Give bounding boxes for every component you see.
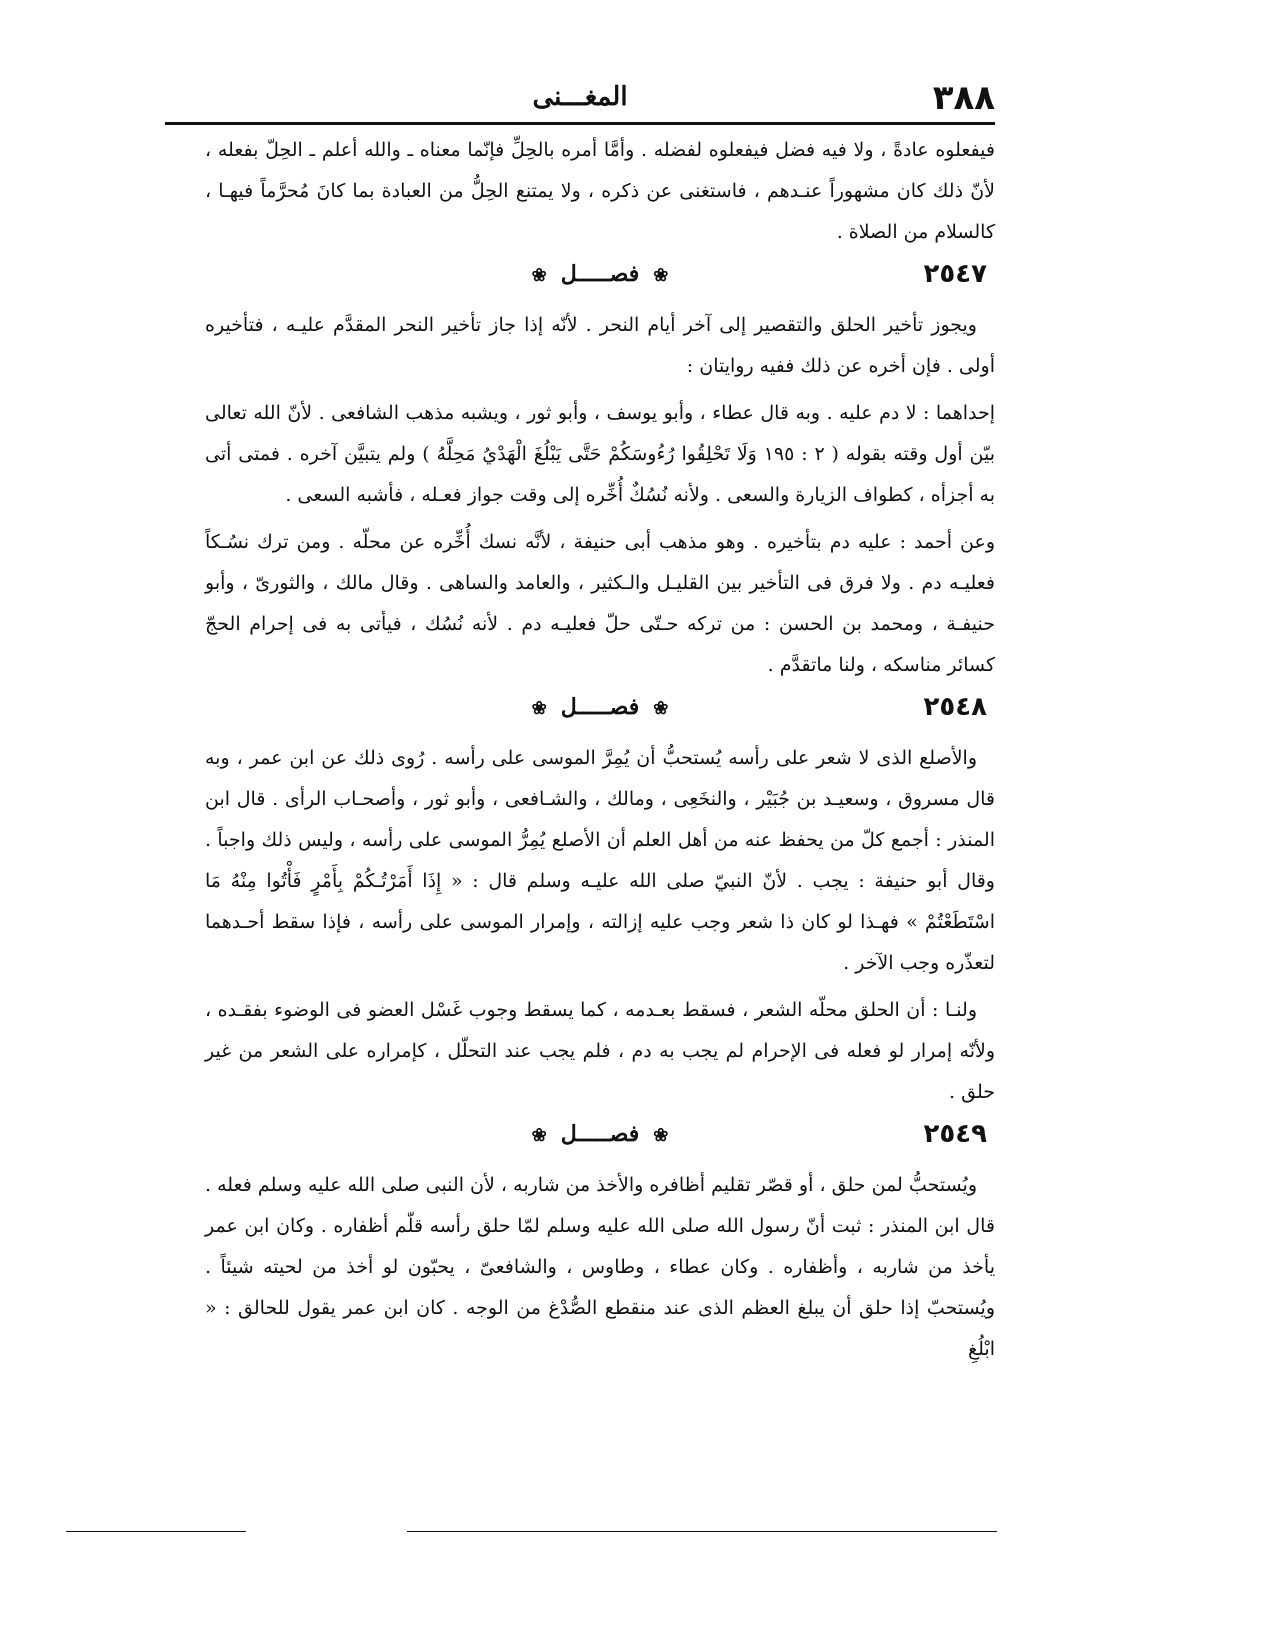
paragraph: وعن أحمد : عليه دم بتأخيره . وهو مذهب أبى حنيفة ، لأنَّه نسك أُخِّره عن محلّه . ومن ترك نسُـكاً فعليـه دم . ولا فرق فى التأخير بين القليـل والـكثير ، والعامد والساهى . وقال مالك ، والثورىّ ، وأبو حنيفـة ، ومحمد بن الحسن : من تركه حـتّى حلّ فعليـه دم . لأنه نُسُك ، فيأتى به فى إحرام الحجّ كسائر مناسكه ، ولنا ماتقدَّم . (205, 531, 995, 676)
section-heading (205, 259, 995, 301)
running-title: المغـــنى (532, 82, 628, 112)
section-heading (205, 1119, 995, 1161)
ornament-icon: ❀ (653, 264, 669, 286)
section-title (205, 1121, 995, 1147)
paragraph: إحداهما : لا دم عليه . وبه قال عطاء ، وأبو يوسف ، وأبو ثور ، ويشبه مذهب الشافعى . لأنّ الله تعالى بيّن أول وقته بقوله ( ٢ : ١٩٥ وَلَا تَحْلِقُوا رُءُوسَكُمْ حَتَّى يَبْلُغَ الْهَدْيُ مَحِلَّهُ ) ولم يتبيَّن آخره . فمتى أتى به أجزأه ، كطواف الزيارة والسعى . ولأنه نُسُكٌ أُخِّره إلى وقت جواز فعـله ، فأشبه السعى . (205, 402, 995, 506)
intro-paragraph: فيفعلوه عادةً ، ولا فيه فضل فيفعلوه لفضله . وأمَّا أمره بالحِلِّ فإنّما معناه ـ والله أعلم ـ الحِلّ بفعله ، لأنّ ذلك كان مشهوراً عنـدهم ، فاستغنى عن ذكره ، ولا يمتنع الحِلُّ من العبادة بما كانَ مُحرَّماً فيهـا ، كالسلام من الصلاة . (205, 139, 995, 243)
ornament-icon: ❀ (531, 697, 547, 719)
paragraph: ويُستحبُّ لمن حلق ، أو قصّر تقليم أظافره والأخذ من شاربه ، لأن النبى صلى الله عليه وسلم فعله . قال ابن المنذر : ثبت أنّ رسول الله صلى الله عليه وسلم لمّا حلق رأسه قلّم أظفاره . وكان ابن عمر يأخذ من شاربه ، وأظفاره . وكان عطاء ، وطاوس ، والشافعىّ ، يحبّون لو أخذ من لحيته شيئاً . ويُستحبّ إذا حلق أن يبلغ العظم الذى عند منقطع الصُّدْغ من الوجه . كان ابن عمر يقول للحالق : « ابْلُغِ (205, 1174, 995, 1360)
footer-rule (407, 1531, 997, 1532)
page-body (205, 130, 995, 1376)
ornament-icon: ❀ (531, 264, 547, 286)
section-number: ٢٥٤٨ (923, 692, 987, 722)
ornament-icon: ❀ (531, 1124, 547, 1146)
page-number: ٣٨٨ (932, 78, 995, 118)
page-header (165, 78, 995, 122)
section-title-text: فصـــــل (560, 261, 640, 287)
section-title-text: فصـــــل (560, 694, 640, 720)
section-title (205, 694, 995, 720)
section-number: ٢٥٤٩ (923, 1119, 987, 1149)
section-number: ٢٥٤٧ (923, 259, 987, 289)
paragraph: ولنـا : أن الحلق محلّه الشعر ، فسقط بعـدمه ، كما يسقط وجوب غَسْل العضو فى الوضوء بفقـده ، ولأنّه إمرار لو فعله فى الإحرام لم يجب به دم ، فلم يجب عند التحلّل ، كإمراره على الشعر من غير حلق . (205, 999, 995, 1103)
section-title (205, 261, 995, 287)
section-title-text: فصـــــل (560, 1121, 640, 1147)
header-rule (165, 122, 995, 125)
paragraph: ويجوز تأخير الحلق والتقصير إلى آخر أيام النحر . لأنّه إذا جاز تأخير النحر المقدَّم عليـه ، فتأخيره أولى . فإن أخره عن ذلك ففيه روايتان : (205, 314, 995, 377)
ornament-icon: ❀ (653, 1124, 669, 1146)
footnote-rule (66, 1531, 246, 1532)
paragraph: والأصلع الذى لا شعر على رأسه يُستحبُّ أن يُمِرَّ الموسى على رأسه . رُوى ذلك عن ابن عمر ، وبه قال مسروق ، وسعيـد بن جُبَيْر ، والنخَعِى ، ومالك ، والشـافعى ، وأبو ثور ، وأصحـاب الرأى . قال ابن المنذر : أجمع كلّ من يحفظ عنه من أهل العلم أن الأصلع يُمِرُّ الموسى على رأسه ، وليس ذلك واجباً . وقال أبو حنيفة : يجب . لأنّ النبيّ صلى الله عليـه وسلم قال : « إِذَا أَمَرْتُـكُمْ بِأَمْرٍ فَأْتُوا مِنْهُ مَا اسْتَطَعْتُمْ » فهـذا لو كان ذا شعر وجب عليه إزالته ، وإمرار الموسى على رأسه ، فإذا سقط أحـدهما لتعذّره وجب الآخر . (205, 747, 995, 974)
ornament-icon: ❀ (653, 697, 669, 719)
section-heading (205, 692, 995, 734)
